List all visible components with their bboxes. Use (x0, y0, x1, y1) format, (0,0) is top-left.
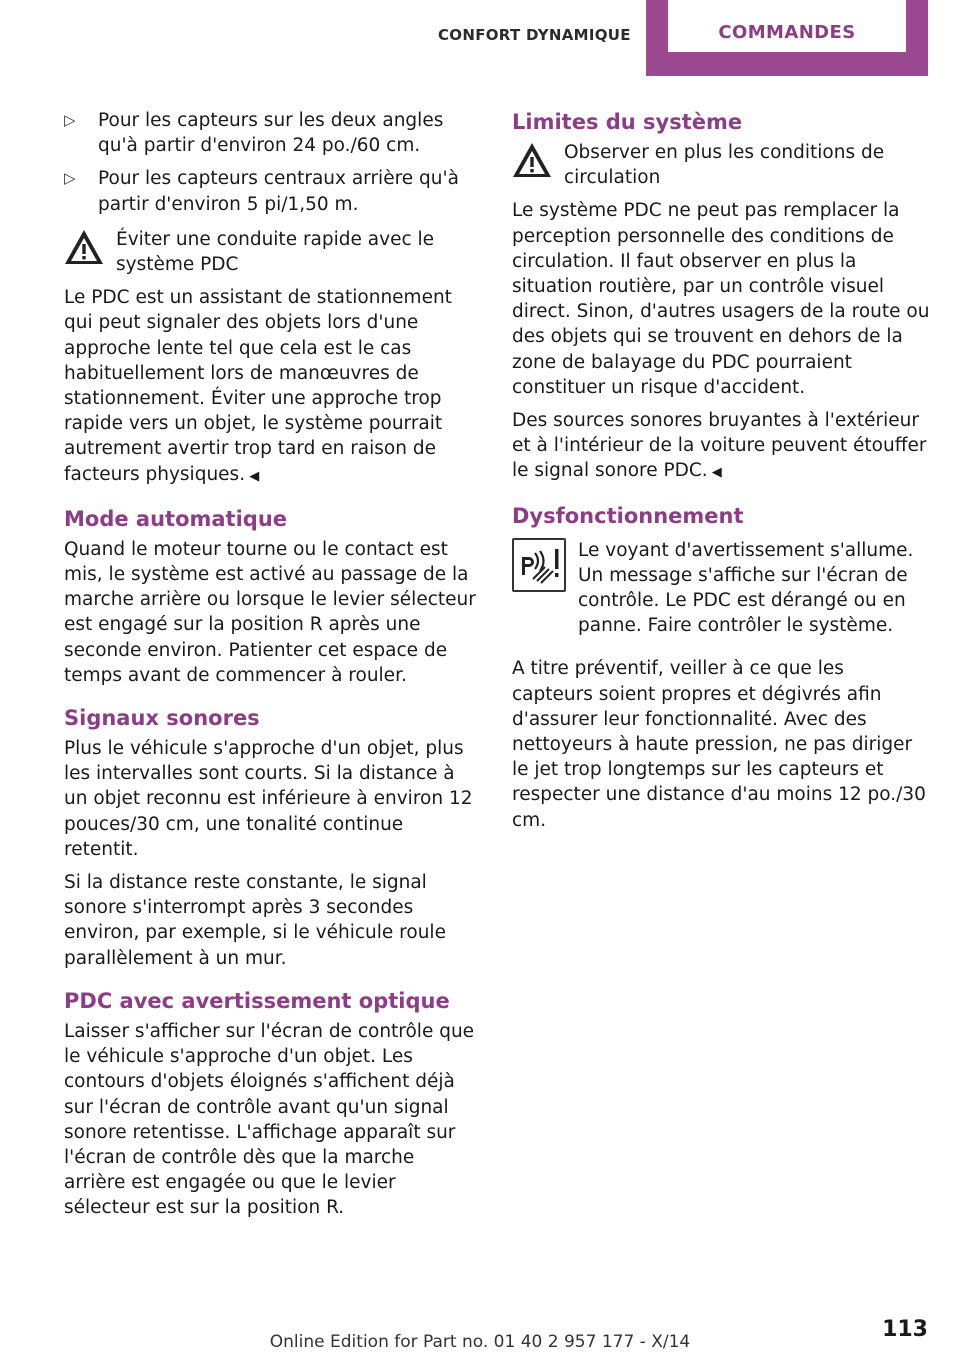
warning-block (512, 140, 930, 190)
chapter-tab (646, 0, 928, 76)
page-number: 113 (882, 1317, 928, 1342)
bullet-triangle-icon: ▷ (64, 169, 76, 188)
sound-text-1: Plus le véhicule s'approche d'un objet, plus les intervalles sont courts. Si la distance à un objet reconnu est inférieure à environ 12 pouces/30 cm, une tonalité continue retentit. (64, 738, 473, 860)
warning-triangle-icon (64, 229, 104, 265)
footer-edition: Online Edition for Part no. 01 40 2 957 177 - X/14 (269, 1332, 691, 1352)
malfunction-block (512, 538, 930, 639)
warning-text: Le PDC est un assistant de stationnement qui peut signaler des objets lors d'une approche lente tel que cela est le cas habituellement lors de manœuvres de stationnement. Éviter une approche trop rapide vers un objet, le système pourrait autrement avertir trop tard en raison de facteurs physiques. ◀ (64, 287, 452, 485)
heading-auto-mode: Mode automatique (64, 506, 288, 531)
heading-malfunction: Dysfonctionnement (512, 503, 744, 528)
sound-text-2: Si la distance reste constante, le signal sonore s'interrompt après 3 secondes environ, par exemple, si le véhicule roule parallèlement à un mur. (64, 872, 446, 969)
auto-mode-text: Quand le moteur tourne ou le contact est mis, le système est activé au passage de la marche arrière ou lorsque le levier sélecteur est engagé sur la position R après une seconde environ. Patienter cet espace de temps avant de commencer à rouler. (64, 538, 476, 686)
warning-triangle-icon (512, 142, 552, 178)
warning-title: Éviter une conduite rapide avec le système PDC (116, 228, 435, 276)
bullet-text: Pour les capteurs centraux arrière qu'à partir d'environ 5 pi/1,50 m. (98, 168, 459, 215)
limits-text-2: Des sources sonores bruyantes à l'extérieur et à l'intérieur de la voiture peuvent étouffer le signal sonore PDC. ◀ (512, 410, 927, 482)
chapter-title: COMMANDES (668, 0, 906, 52)
section-title: CONFORT DYNAMIQUE (438, 26, 631, 44)
bullet-item (64, 108, 480, 158)
heading-system-limits: Limites du système (512, 110, 743, 134)
limits-text-1: Le système PDC ne peut pas remplacer la perception personnelle des conditions de circulation. Il faut observer en plus la situation routière, par un contrôle visuel direct. Sinon, d'autres usagers de la route ou des objets qui se trouvent en dehors de la zone de balayage du PDC pourraient constituer un risque d'accident. (512, 200, 930, 398)
care-text: A titre préventif, veiller à ce que les capteurs soient propres et dégivrés afin d'assurer leur fonctionnalité. Avec des nettoyeurs à haute pression, ne pas diriger le jet trop longtemps sur les capteurs et respecter une distance d'au moins 12 po./30 cm. (512, 658, 926, 831)
warning-block (64, 227, 480, 277)
pdc-warning-light-icon (512, 538, 566, 592)
bullet-item (64, 166, 480, 216)
warning-title: Observer en plus les conditions de circulation (564, 142, 885, 189)
heading-optical-warning: PDC avec avertissement optique (64, 988, 450, 1013)
heading-sound-signals: Signaux sonores (64, 706, 260, 731)
end-mark-icon: ◀ (245, 468, 260, 484)
optical-text: Laisser s'afficher sur l'écran de contrôle que le véhicule s'approche d'un objet. Les contours d'objets éloignés s'affichent déjà sur l'écran de contrôle avant qu'un signal sonore retentisse. L'affichage apparaît sur l'écran de contrôle dès que la marche arrière est engagée ou que le levier sélecteur est sur la position R. (64, 1020, 475, 1219)
left-column (64, 108, 480, 1229)
malfunction-text: Le voyant d'avertissement s'allume. Un message s'affiche sur l'écran de contrôle. Le PDC est dérangé ou en panne. Faire contrôler le système. (578, 539, 914, 637)
end-mark-icon: ◀ (707, 465, 722, 481)
bullet-triangle-icon: ▷ (64, 111, 76, 129)
bullet-text: Pour les capteurs sur les deux angles qu'à partir d'environ 24 po./60 cm. (98, 110, 444, 157)
right-column (512, 108, 930, 841)
